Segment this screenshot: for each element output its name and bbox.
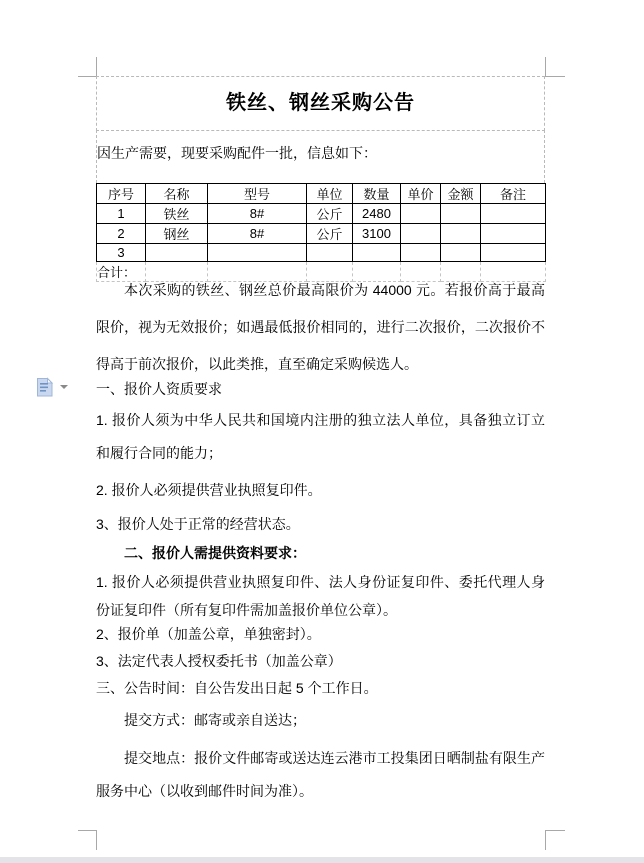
paste-options-button[interactable] (36, 377, 72, 399)
cell (146, 244, 208, 262)
col-header: 序号 (97, 184, 146, 204)
paste-options-icon[interactable] (36, 377, 54, 403)
col-header: 数量 (353, 184, 401, 204)
crop-mark-top-left (78, 76, 97, 77)
submit-method-paragraph: 提交方式：邮寄或亲自送达； (124, 712, 306, 728)
cell (353, 244, 401, 262)
col-header: 型号 (208, 184, 307, 204)
table-row (97, 244, 546, 262)
cell: 1 (97, 204, 146, 224)
page-title: 铁丝、钢丝采购公告 (226, 92, 415, 114)
section3-heading: 三、公告时间：自公告发出日起 5 个工作日。 (96, 680, 378, 696)
cell (441, 204, 481, 224)
table-header-row (97, 184, 546, 204)
col-header: 单价 (401, 184, 441, 204)
view-bottom-edge (0, 857, 644, 863)
cell: 公斤 (307, 204, 353, 224)
crop-mark-bottom-right (545, 830, 546, 850)
section2-heading: 二、报价人需提供资料要求： (124, 545, 306, 561)
crop-mark-bottom-left (78, 830, 97, 831)
crop-mark-top-right (546, 76, 565, 77)
col-header: 单位 (307, 184, 353, 204)
cell (481, 204, 546, 224)
cell: 铁丝 (146, 204, 208, 224)
cell: 3100 (353, 224, 401, 244)
intro-boundary-box (96, 130, 545, 183)
cell: 公斤 (307, 224, 353, 244)
crop-mark-bottom-left (96, 830, 97, 850)
cell: 2480 (353, 204, 401, 224)
chevron-down-icon[interactable] (60, 385, 68, 389)
cell (441, 244, 481, 262)
col-header: 备注 (481, 184, 546, 204)
section2-item-1: 1. 报价人必须提供营业执照复印件、法人身份证复印件、委托代理人身份证复印件（所有复印件需加盖报价单位公章）。 (96, 574, 545, 618)
section1-item-1: 1. 报价人须为中华人民共和国境内注册的独立法人单位，具备独立订立和履行合同的能力； (96, 412, 545, 461)
section1-heading: 一、报价人资质要求 (96, 381, 222, 397)
cell (401, 224, 441, 244)
total-label: 合计： (97, 262, 146, 282)
crop-mark-top-right (545, 57, 546, 77)
intro-text: 因生产需要，现要采购配件一批，信息如下： (97, 145, 377, 161)
purchase-table (96, 183, 546, 282)
cell (208, 244, 307, 262)
cell (307, 244, 353, 262)
crop-mark-top-left (96, 57, 97, 77)
cell (401, 204, 441, 224)
table-row (97, 204, 546, 224)
col-header: 名称 (146, 184, 208, 204)
submit-location-paragraph: 提交地点：报价文件邮寄或送达连云港市工投集团日晒制盐有限生产服务中心（以收到邮件时间为准）。 (96, 750, 545, 799)
cell: 钢丝 (146, 224, 208, 244)
cell: 8# (208, 224, 307, 244)
price-limit-paragraph: 本次采购的铁丝、钢丝总价最高限价为 44000 元。若报价高于最高限价，视为无效报价；如遇最低报价相同的，进行二次报价，二次报价不得高于前次报价，以此类推，直至确定采购候选人。 (96, 282, 545, 372)
cell: 3 (97, 244, 146, 262)
section2-item-2: 2、报价单（加盖公章，单独密封）。 (96, 626, 321, 642)
cell (401, 244, 441, 262)
cell: 8# (208, 204, 307, 224)
table-row (97, 224, 546, 244)
section2-item-3: 3、法定代表人授权委托书（加盖公章） (96, 653, 342, 669)
title-boundary-box (96, 76, 545, 131)
col-header: 金额 (441, 184, 481, 204)
cell (481, 224, 546, 244)
cell (481, 244, 546, 262)
cell (441, 224, 481, 244)
section1-item-2: 2. 报价人必须提供营业执照复印件。 (96, 482, 322, 498)
cell: 2 (97, 224, 146, 244)
section1-item-3: 3、报价人处于正常的经营状态。 (96, 516, 300, 532)
crop-mark-bottom-right (546, 830, 565, 831)
